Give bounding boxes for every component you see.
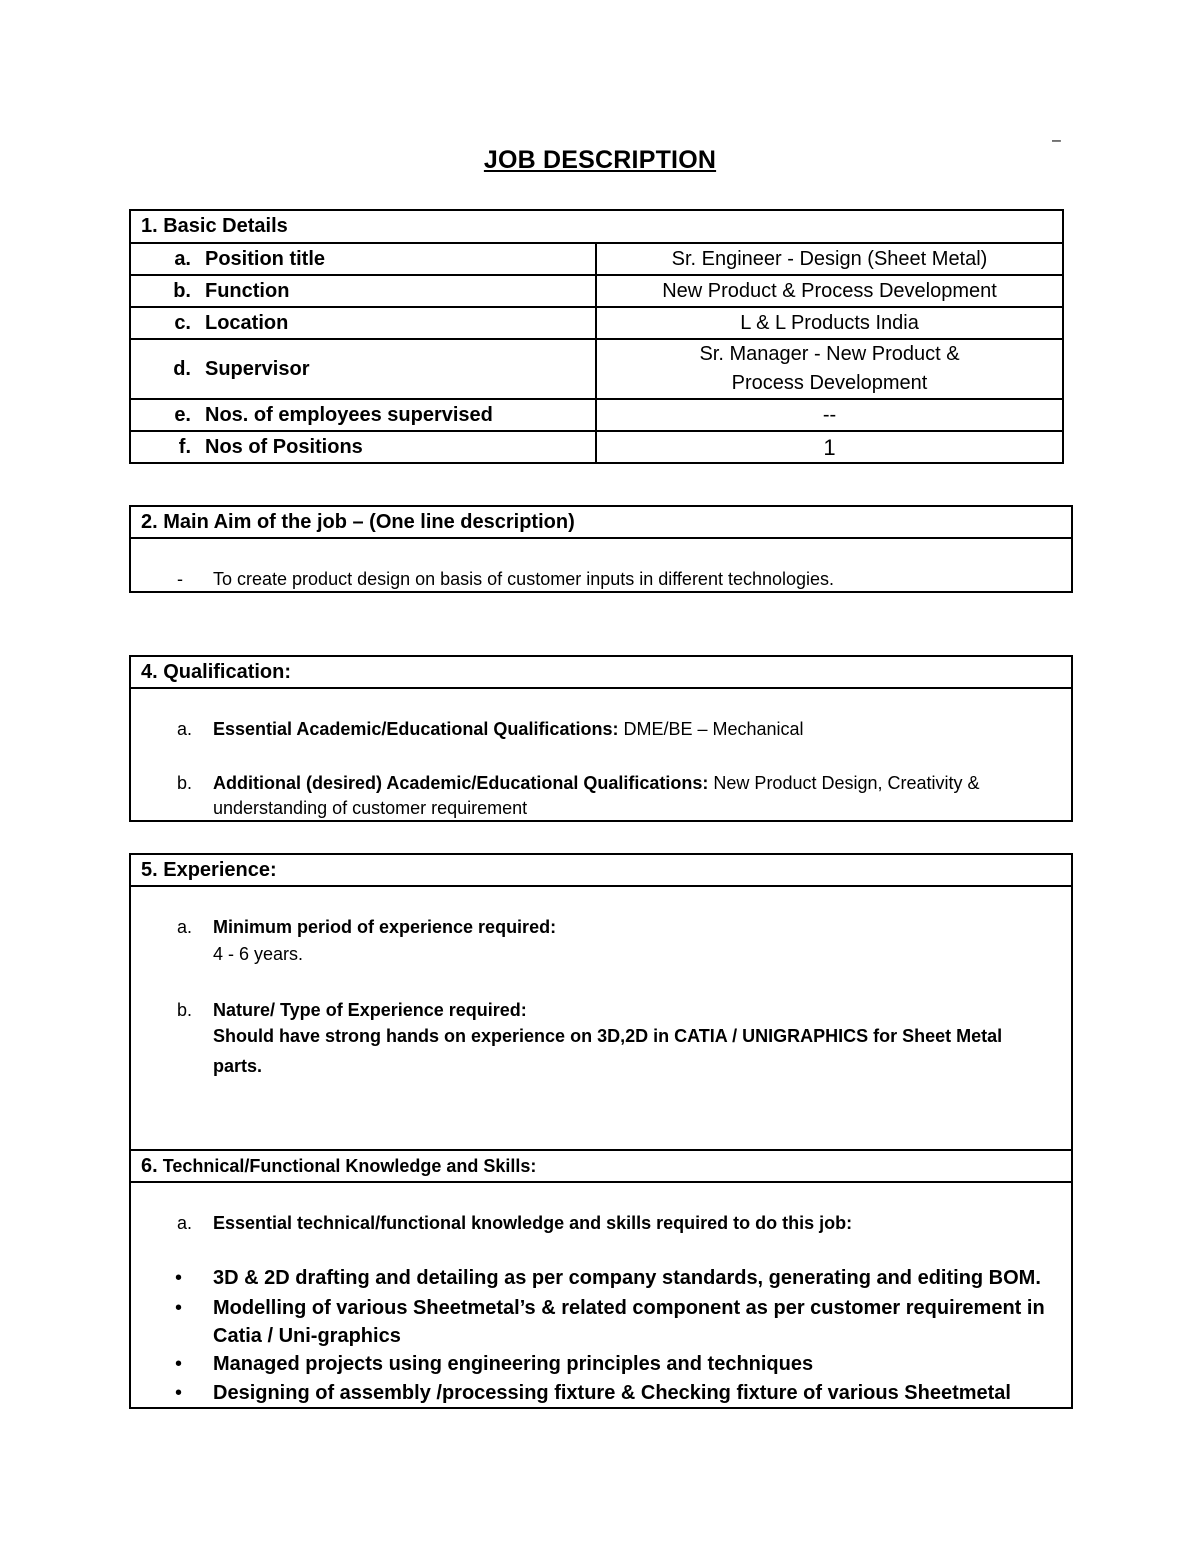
function-label: b. Function: [130, 275, 596, 307]
min-experience-value: 4 - 6 years.: [213, 944, 304, 964]
aim-text: To create product design on basis of customer inputs in different technologies.: [213, 569, 835, 589]
qualification-a-letter: a.: [177, 719, 193, 739]
experience-b-letter: b.: [177, 1000, 193, 1020]
table-row: [130, 243, 1063, 275]
table-row: [130, 399, 1063, 431]
table-row: [130, 431, 1063, 463]
main-aim-heading: 2. Main Aim of the job – (One line description): [131, 507, 1071, 539]
additional-qualification-cont: understanding of customer requirement: [213, 798, 528, 818]
aim-dash: -: [177, 569, 183, 589]
essential-qualification: Essential Academic/Educational Qualifications: DME/BE – Mechanical: [213, 719, 804, 739]
experience-type-value-cont: parts.: [213, 1056, 263, 1076]
additional-qualification: Additional (desired) Academic/Educational Qualifications: New Product Design, Creativity &: [213, 773, 980, 793]
skills-a-label: Essential technical/functional knowledge and skills required to do this job:: [213, 1213, 853, 1233]
experience-type-label: Nature/ Type of Experience required:: [213, 1000, 527, 1020]
list-item: Designing of assembly /processing fixture & Checking fixture of various Sheetmetal: [213, 1382, 1011, 1404]
basic-details-table: [129, 209, 1064, 464]
main-aim-section: [129, 505, 1073, 593]
employees-supervised-label: e. Nos. of employees supervised: [130, 399, 596, 431]
location-label: c. Location: [130, 307, 596, 339]
experience-heading: 5. Experience:: [131, 855, 1071, 887]
bullet-icon: •: [175, 1382, 183, 1404]
qualification-section: [129, 655, 1073, 822]
supervisor-value: Sr. Manager - New Product & Process Development: [596, 339, 1063, 399]
min-experience-label: Minimum period of experience required:: [213, 917, 557, 937]
experience-type-value: Should have strong hands on experience on 3D,2D in CATIA / UNIGRAPHICS for Sheet Metal: [213, 1026, 1003, 1046]
bullet-icon: •: [175, 1353, 183, 1375]
supervisor-label: d. Supervisor: [130, 339, 596, 399]
basic-details-heading: 1. Basic Details: [130, 210, 1063, 243]
list-item: 3D & 2D drafting and detailing as per company standards, generating and editing BOM.: [213, 1267, 1041, 1289]
employees-supervised-value: --: [596, 399, 1063, 431]
positions-label: f. Nos of Positions: [130, 431, 596, 463]
function-value: New Product & Process Development: [596, 275, 1063, 307]
qualification-heading: 4. Qualification:: [131, 657, 1071, 689]
positions-value: 1: [596, 431, 1063, 463]
position-title-value: Sr. Engineer - Design (Sheet Metal): [596, 243, 1063, 275]
list-item: Managed projects using engineering principles and techniques: [213, 1353, 814, 1375]
skills-heading: 6. Technical/Functional Knowledge and Skills:: [131, 1149, 1071, 1183]
table-row: [130, 339, 1063, 399]
table-row: [130, 275, 1063, 307]
table-row: [130, 307, 1063, 339]
bullet-icon: •: [175, 1267, 183, 1289]
location-value: L & L Products India: [596, 307, 1063, 339]
page-title: JOB DESCRIPTION: [483, 146, 717, 174]
experience-skills-section: [129, 853, 1073, 1409]
skills-a-letter: a.: [177, 1213, 193, 1233]
position-title-label: a. Position title: [130, 243, 596, 275]
bullet-icon: •: [175, 1297, 183, 1319]
experience-a-letter: a.: [177, 917, 193, 937]
corner-mark: –: [1052, 132, 1061, 149]
list-item: Modelling of various Sheetmetal’s & related component as per customer requirement in: [213, 1297, 1045, 1319]
list-item-cont: Catia / Uni-graphics: [213, 1325, 401, 1347]
qualification-b-letter: b.: [177, 773, 193, 793]
